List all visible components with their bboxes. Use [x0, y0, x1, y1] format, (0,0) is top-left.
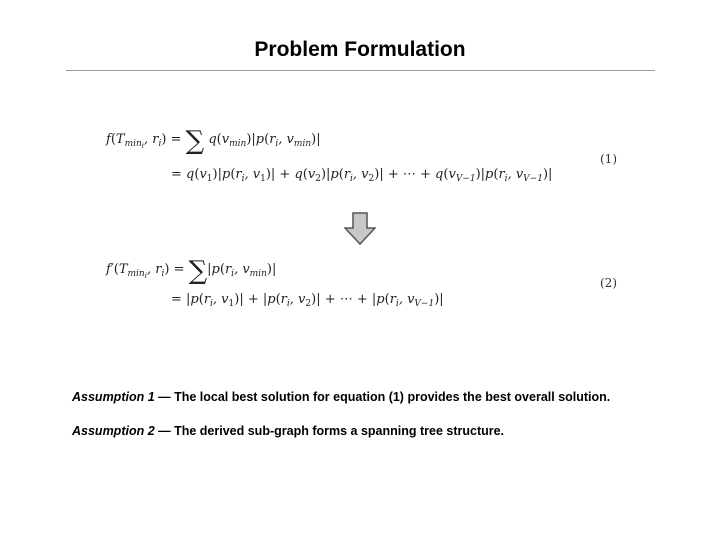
page-title: Problem Formulation — [254, 38, 466, 61]
title-divider — [66, 70, 655, 71]
equation-1-line-1: $f(T_{min_i}$, $r_i$) = ∑ $q(v_{min})|p(r_i$, $v_{min})|$ — [106, 126, 321, 156]
equation-2-number: (2) — [600, 276, 617, 290]
assumption-2-text: — The derived sub-graph forms a spanning tree structure. — [154, 424, 505, 438]
equation-1-line-2: = $q(v_1)|p(r_i$, $v_1)| + q(v_2)|p(r_i$, $v_2)|$ + ⋯ + $q(v_{V-1})|p(r_i$, $v_{V-1})|$ — [171, 167, 553, 184]
assumption-1-text: — The local best solution for equation (1) provides the best overall solution. — [154, 390, 611, 404]
equation-2-line-1: $f'(T_{min_i}$, $r_i) = \sum|p(r_i$, $v_{min})|$ — [106, 256, 277, 286]
equation-1-number: (1) — [600, 152, 617, 166]
down-arrow-icon — [344, 212, 376, 246]
assumption-2-label: Assumption 2 — [72, 424, 155, 438]
equation-2-line-2: = $|p(r_i$, $v_1)| + |p(r_i$, $v_2)|$ + ⋯ + $|p(r_i$, $v_{V-1})|$ — [171, 292, 444, 309]
assumption-1-label: Assumption 1 — [72, 390, 155, 404]
assumption-2 — [72, 424, 504, 438]
assumption-1 — [72, 390, 610, 404]
